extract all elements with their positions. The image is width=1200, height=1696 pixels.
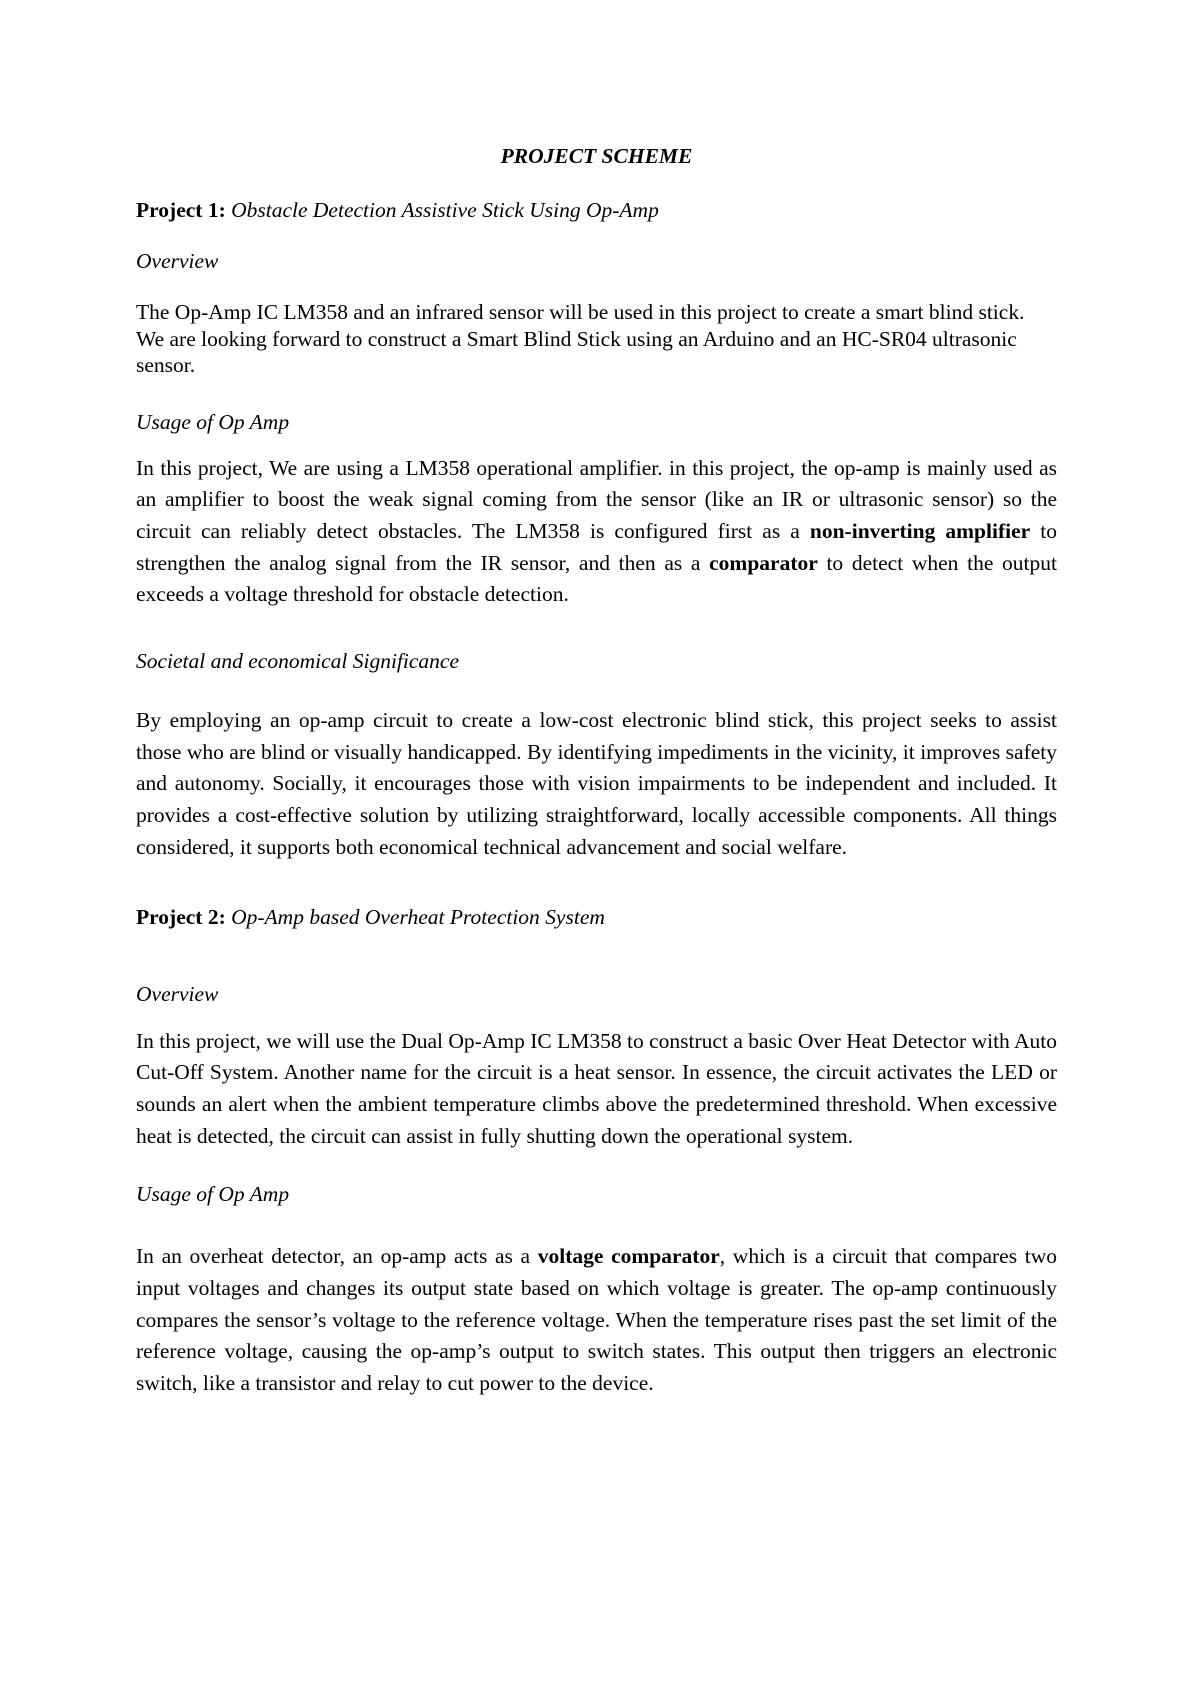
project1-significance-paragraph: By employing an op-amp circuit to create a low-cost electronic blind stick, this project seeks to assist those who are blind or visually handicapped. By identifying impediments in the vicinity, it improves safety and autonomy. Socially, it encourages those with vision impairments to be independent and included. It provides a cost-effective solution by utilizing straightforward, locally accessible components. All things considered, it supports both economical technical advancement and social welfare.	[136, 708, 1057, 859]
project2-overview-paragraph: In this project, we will use the Dual Op-Amp IC LM358 to construct a basic Over Heat Detector with Auto Cut-Off System. Another name for the circuit is a heat sensor. In essence, the circuit activates the LED or sounds an alert when the ambient temperature climbs above the predetermined threshold. When excessive heat is detected, the circuit can assist in fully shutting down the operational system.	[136, 1028, 1057, 1148]
project1-usage-heading: Usage of Op Amp	[136, 409, 290, 434]
bold-text-segment: non-inverting amplifier	[809, 518, 1031, 543]
project1-heading-title: Obstacle Detection Assistive Stick Using Op-Amp	[231, 198, 659, 222]
text-segment: In an overheat detector, an op-amp acts as a	[136, 1244, 538, 1269]
project1-heading-label: Project 1:	[136, 198, 226, 222]
document-title: PROJECT SCHEME	[500, 144, 693, 168]
project2-heading-title: Op-Amp based Overheat Protection System	[231, 904, 605, 929]
project2-heading-label: Project 2:	[136, 904, 226, 929]
text-segment: , which is a circuit that compares two input voltages and changes its output state based on which voltage is greater. The op-amp continuously compares the sensor’s voltage to the reference voltage. When the temperature rises past the set limit of the reference voltage, causing the op-amp’s output to switch states. This output then triggers an electronic switch, like a transistor and relay to cut power to the device.	[136, 1244, 1057, 1396]
project1-usage-paragraph	[136, 453, 1057, 612]
project2-overview-heading: Overview	[136, 981, 219, 1006]
text-segment: to strengthen the analog signal from the IR sensor, and then as a	[136, 518, 1057, 575]
project2-heading	[136, 901, 1057, 933]
project2-usage-paragraph	[136, 1241, 1057, 1400]
project1-overview-heading: Overview	[136, 249, 219, 273]
bold-text-segment: voltage comparator	[537, 1244, 720, 1269]
project1-overview-paragraph: The Op-Amp IC LM358 and an infrared sensor will be used in this project to create a smart blind stick. We are looking forward to construct a Smart Blind Stick using an Arduino and an HC-SR04 ultrasonic sensor.	[136, 300, 1025, 377]
project1-significance-heading: Societal and economical Significance	[136, 649, 460, 674]
project2-usage-heading: Usage of Op Amp	[136, 1182, 290, 1207]
project1-heading	[136, 194, 1057, 226]
text-segment: In this project, We are using a LM358 operational amplifier. in this project, the op-amp is mainly used as an amplifier to boost the weak signal coming from the sensor (like an IR or ultrasonic sensor) so the circuit can reliably detect obstacles. The LM358 is configured first as a	[136, 455, 1057, 543]
bold-text-segment: comparator	[709, 550, 818, 575]
text-segment: to detect when the output exceeds a voltage threshold for obstacle detection.	[136, 550, 1057, 607]
